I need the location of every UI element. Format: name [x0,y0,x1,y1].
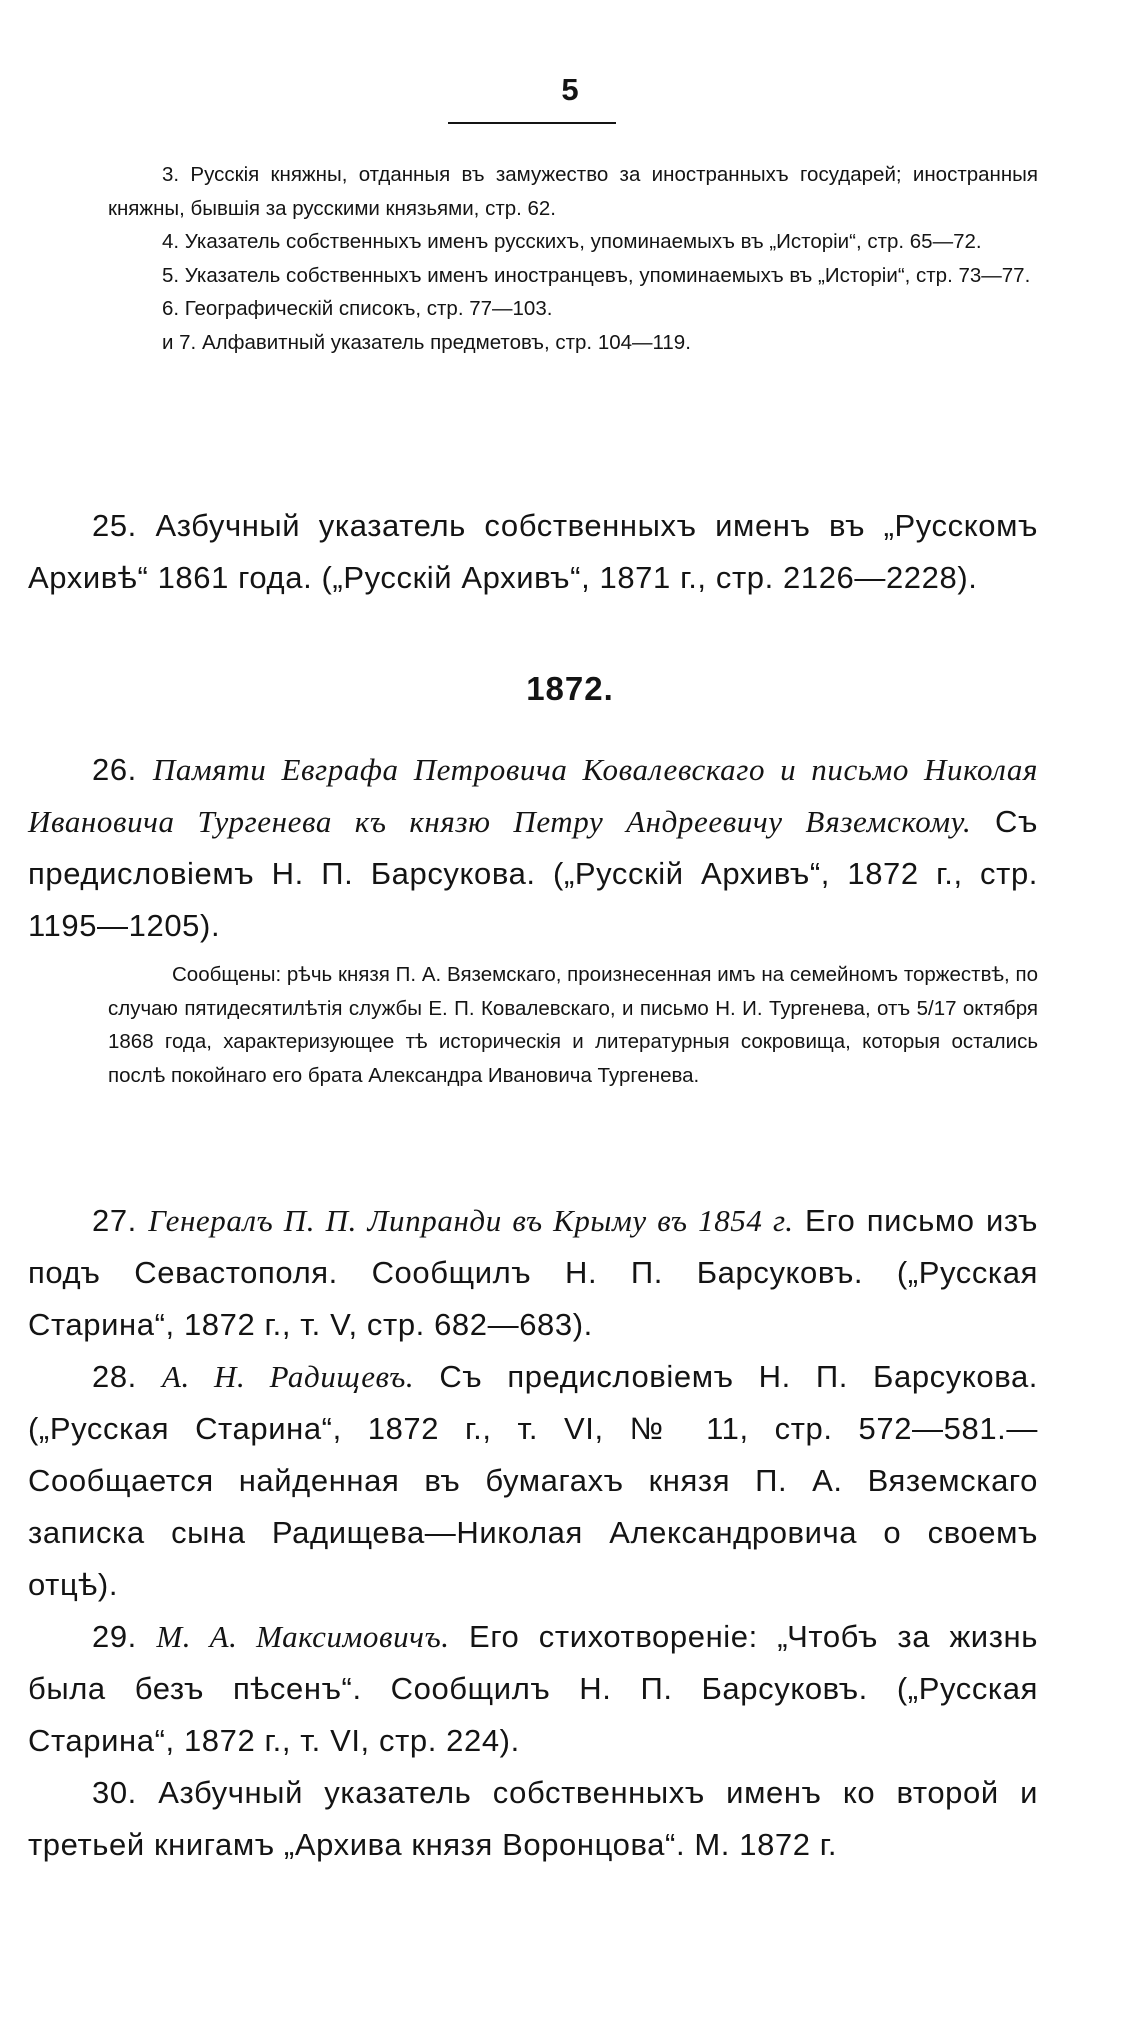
entry-25 [28,500,1038,604]
entry-26 [28,744,1038,952]
entry-28-title: А. Н. Радищевъ. [161,1359,415,1394]
entry-27-number: 27. [92,1203,137,1238]
entry-27-rest: Его письмо изъ подъ Севастополя. Сообщилъ Н. П. Барсуковъ. („Русская Старина“, 1872 г., т. V, стр. 682—683). [28,1203,1039,1342]
entry-27 [28,1195,1038,1351]
list-item: 6. Географическій списокъ, стр. 77—103. [162,297,553,320]
list-item: 3. Русскія княжны, отданныя въ замужество за иностранныхъ государей; иностранныя княжны, бывшія за русскими князьями, стр. 62. [108,163,1038,220]
list-item: 4. Указатель собственныхъ именъ русскихъ, упоминаемыхъ въ „Исторіи“, стр. 65—72. [162,230,982,253]
entries-27-30 [28,1195,1038,1871]
list-item: 5. Указатель собственныхъ именъ иностранцевъ, упоминаемыхъ въ „Исторіи“, стр. 73—77. [162,263,1031,287]
entry-29-title: М. А. Максимовичъ. [156,1619,450,1654]
entry-26-number: 26. [92,752,137,787]
entry-27-title: Генералъ П. П. Липранди въ Крыму въ 1854 г. [148,1203,794,1238]
entry-29-rest: Его стихотвореніе: „Чтобъ за жизнь была безъ пѣсенъ“. Сообщилъ Н. П. Барсуковъ. („Русская Старина“, 1872 г., т. VI, стр. 224). [28,1619,1038,1758]
entry-28-number: 28. [92,1359,137,1394]
entry-28 [28,1351,1038,1611]
entry-28-rest: Съ предисловіемъ Н. П. Барсукова. („Русская Старина“, 1872 г., т. VI, № 11, стр. 572—581.— Сообщается найденная въ бумагахъ князя П. А. Вяземскаго записка сына Радищева—Николая Александровича о своемъ отцѣ). [28,1359,1038,1602]
entry-29 [28,1611,1038,1767]
list-item: и 7. Алфавитный указатель предметовъ, стр. 104—119. [162,330,691,354]
entry-26-title: Памяти Евграфа Петровича Ковалевскаго и письмо Николая Ивановича Тургенева къ князю Петру Андреевичу Вяземскому. [28,752,1038,839]
index-list [108,158,1038,359]
page-number-rule [448,122,616,124]
year-heading: 1872. [526,670,614,707]
entry-29-number: 29. [92,1619,137,1654]
entry-26-rest: Съ предисловіемъ Н. П. Барсукова. („Русскій Архивъ“, 1872 г., стр. 1195—1205). [28,804,1039,943]
entry-26-note: Сообщены: рѣчь князя П. А. Вяземскаго, произнесенная имъ на семейномъ торжествѣ, по случаю пятидесятилѣтія службы Е. П. Ковалевскаго, и письмо Н. И. Тургенева, отъ 5/17 октября 1868 года, характеризующее тѣ историческія и литературныя сокровища, которыя остались послѣ покойнаго его брата Александра Ивановича Тургенева. [108,963,1038,1087]
entry-25-text: 25. Азбучный указатель собственныхъ именъ въ „Русскомъ Архивѣ“ 1861 года. („Русскій Архивъ“, 1871 г., стр. 2126—2228). [28,508,1038,595]
entry-30: 30. Азбучный указатель собственныхъ именъ ко второй и третьей книгамъ „Архива князя Воронцова“. М. 1872 г. [28,1775,1038,1862]
page-number: 5 [561,72,579,107]
